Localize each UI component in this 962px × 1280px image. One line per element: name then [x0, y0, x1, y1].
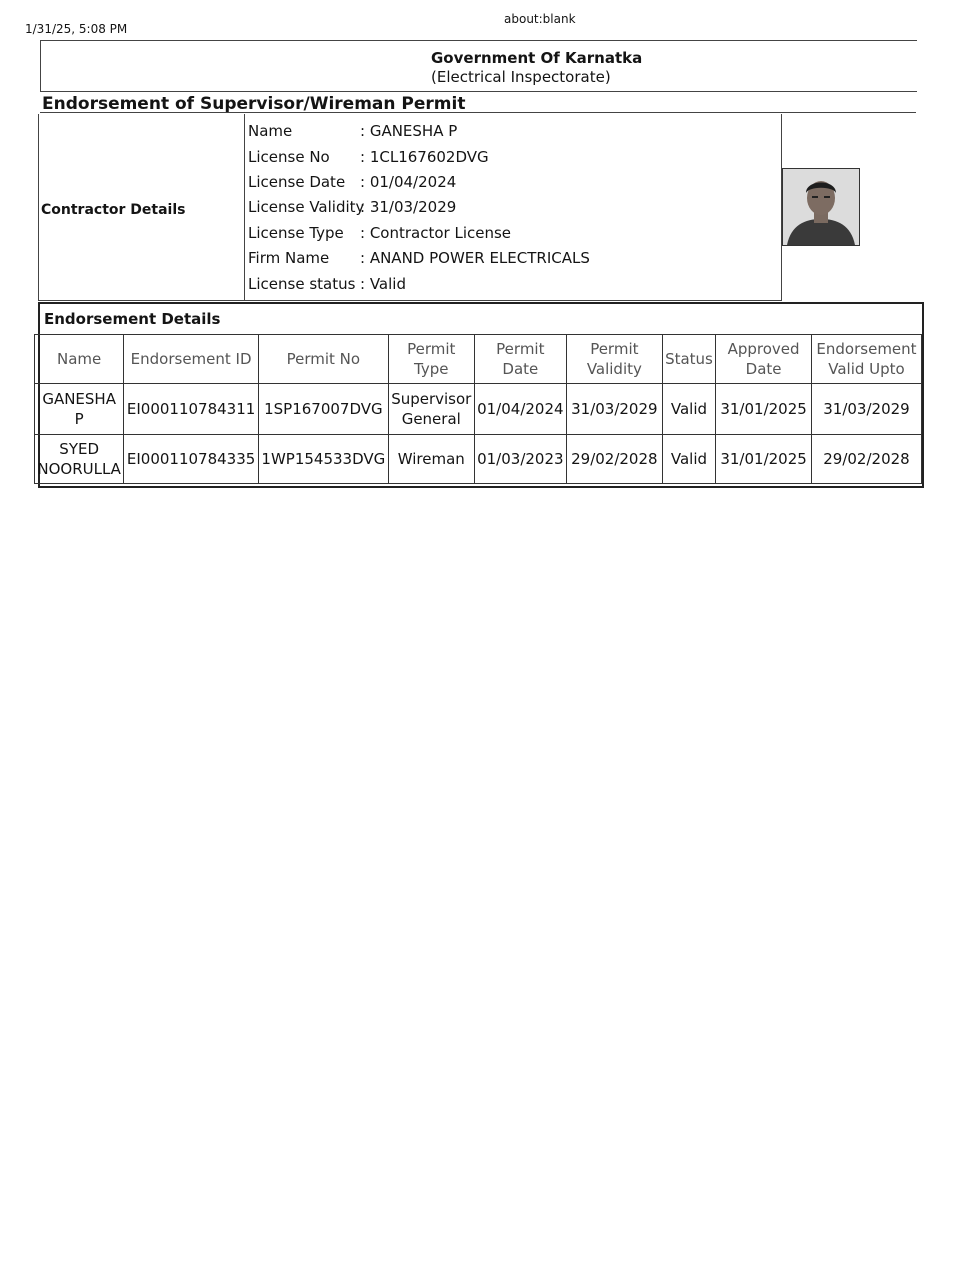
column-header-name: Name	[35, 335, 124, 384]
field-label: Firm Name	[248, 249, 330, 267]
field-label: License Date	[248, 173, 346, 191]
column-header-permit-validity: Permit Validity	[566, 335, 662, 384]
cell-permit-date: 01/04/2024	[474, 384, 566, 435]
column-header-status: Status	[662, 335, 715, 384]
endorsement-table	[34, 334, 922, 484]
cell-status: Valid	[662, 384, 715, 435]
table-row	[35, 384, 922, 435]
column-header-approved-date: Approved Date	[716, 335, 812, 384]
column-header-endorsement-id: Endorsement ID	[124, 335, 259, 384]
field-label: License status	[248, 275, 356, 293]
contractor-field	[248, 198, 456, 216]
cell-permit-type: Supervisor General	[388, 384, 474, 435]
field-label: Name	[248, 122, 293, 140]
column-header-permit-type: Permit Type	[388, 335, 474, 384]
contractor-field	[248, 224, 511, 242]
cell-name: SYED NOORULLA	[35, 435, 124, 484]
field-label: License Type	[248, 224, 344, 242]
cell-endorsement-id: EI000110784311	[124, 384, 259, 435]
column-header-endorsement-valid-upto: Endorsement Valid Upto	[811, 335, 921, 384]
permit-title: Endorsement of Supervisor/Wireman Permit	[42, 94, 466, 114]
column-header-permit-date: Permit Date	[474, 335, 566, 384]
field-value: : 31/03/2029	[360, 198, 457, 216]
field-label: License No	[248, 148, 330, 166]
contractor-details-label: Contractor Details	[41, 202, 186, 218]
endorsement-details-heading: Endorsement Details	[44, 310, 221, 328]
column-header-permit-no: Permit No	[258, 335, 388, 384]
government-header	[40, 40, 917, 92]
divider	[40, 112, 916, 113]
contractor-field	[248, 275, 406, 293]
contractor-field	[248, 249, 590, 267]
cell-status: Valid	[662, 435, 715, 484]
field-value: : GANESHA P	[360, 122, 458, 140]
cell-approved-date: 31/01/2025	[716, 435, 812, 484]
table-header-row	[35, 335, 922, 384]
field-value: : 1CL167602DVG	[360, 148, 489, 166]
cell-name: GANESHA P	[35, 384, 124, 435]
contractor-field	[248, 173, 456, 191]
cell-approved-date: 31/01/2025	[716, 384, 812, 435]
field-value: : 01/04/2024	[360, 173, 457, 191]
print-datetime: 1/31/25, 5:08 PM	[25, 22, 128, 36]
cell-endorsement-id: EI000110784335	[124, 435, 259, 484]
endorsement-details-section	[38, 302, 924, 488]
field-label: License Validity	[248, 198, 365, 216]
government-subtitle: (Electrical Inspectorate)	[431, 68, 611, 86]
cell-permit-validity: 29/02/2028	[566, 435, 662, 484]
cell-permit-no: 1WP154533DVG	[258, 435, 388, 484]
cell-endorsement-valid-upto: 29/02/2028	[811, 435, 921, 484]
contractor-field	[248, 148, 489, 166]
cell-permit-date: 01/03/2023	[474, 435, 566, 484]
cell-permit-type: Wireman	[388, 435, 474, 484]
contractor-field	[248, 122, 457, 140]
print-url: about:blank	[504, 12, 576, 26]
cell-permit-no: 1SP167007DVG	[258, 384, 388, 435]
table-row	[35, 435, 922, 484]
field-value: : ANAND POWER ELECTRICALS	[360, 249, 590, 267]
cell-endorsement-valid-upto: 31/03/2029	[811, 384, 921, 435]
government-title: Government Of Karnatka	[431, 49, 643, 67]
field-value: : Contractor License	[360, 224, 512, 242]
cell-permit-validity: 31/03/2029	[566, 384, 662, 435]
contractor-details-section	[38, 114, 782, 301]
field-value: : Valid	[360, 275, 406, 293]
contractor-photo	[782, 168, 860, 246]
contractor-info	[244, 114, 590, 300]
